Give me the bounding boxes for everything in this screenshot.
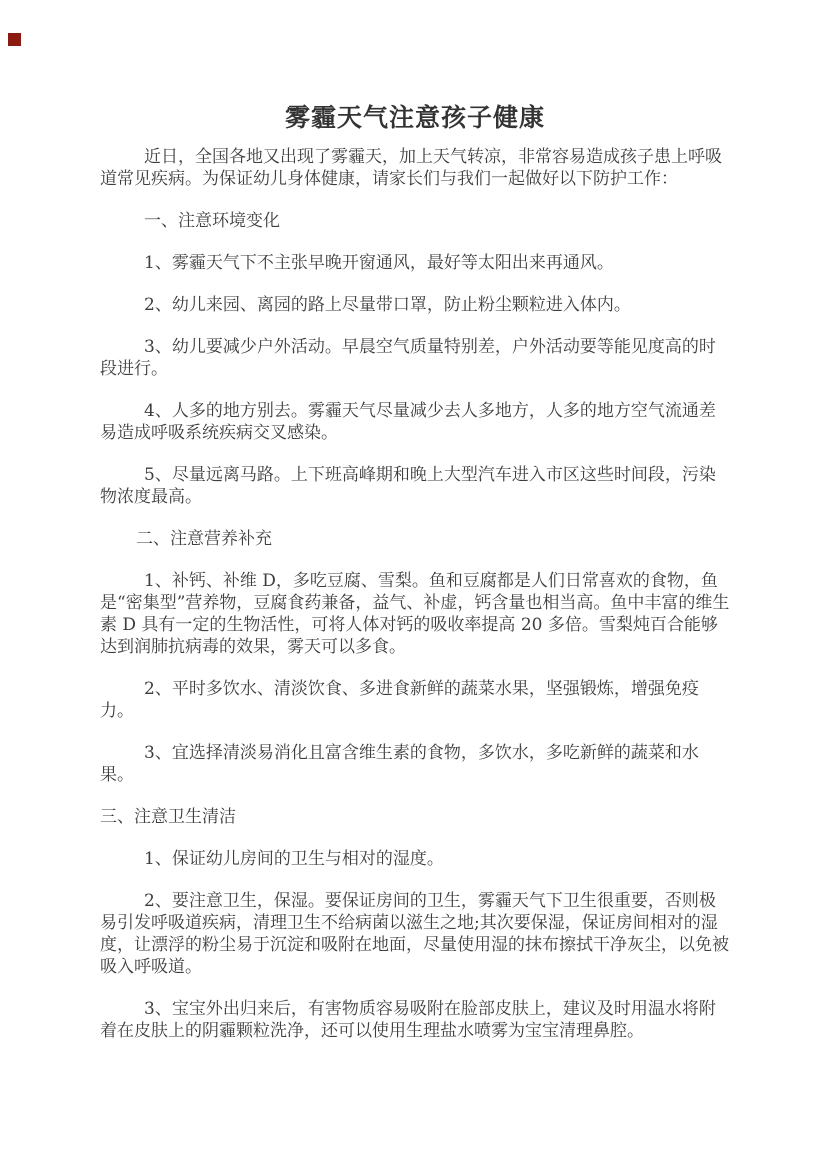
section3-item-1: 1、保证幼儿房间的卫生与相对的湿度。	[144, 849, 444, 869]
section1-item-1: 1、雾霾天气下不主张早晚开窗通风，最好等太阳出来再通风。	[144, 253, 614, 273]
section2-item-1: 1、补钙、补维 D，多吃豆腐、雪梨。鱼和豆腐都是人们日常喜欢的食物，鱼是“密集型”营养物，豆腐食药兼备，益气、补虚，钙含量也相当高。鱼中丰富的维生素 D 具有一定的生物活性，可将人体对钙的吸收率提高 20 多倍。雪梨炖百合能够达到润肺抗病毒的效果，雾天可以多食。	[100, 571, 730, 657]
section1-item-5: 5、尽量远离马路。上下班高峰期和晚上大型汽车进入市区这些时间段，污染物浓度最高。	[100, 465, 716, 507]
section-heading-2: 二、注意营养补充	[136, 529, 272, 549]
section1-item-4: 4、人多的地方别去。雾霾天气尽量减少去人多地方，人多的地方空气流通差易造成呼吸系统疾病交叉感染。	[100, 401, 716, 443]
section2-item-2: 2、平时多饮水、清淡饮食、多进食新鲜的蔬菜水果，坚强锻炼，增强免疫力。	[100, 679, 699, 721]
section1-item-3: 3、幼儿要减少户外活动。早晨空气质量特别差，户外活动要等能见度高的时段进行。	[100, 337, 716, 379]
intro-paragraph: 近日，全国各地又出现了雾霾天，加上天气转凉，非常容易造成孩子患上呼吸道常见疾病。为保证幼儿身体健康，请家长们与我们一起做好以下防护工作：	[100, 147, 722, 189]
document-body	[100, 100, 730, 1062]
document-title: 雾霾天气注意孩子健康	[284, 103, 545, 132]
red-square-marker	[8, 33, 21, 46]
section-heading-3: 三、注意卫生清洁	[100, 807, 236, 827]
section3-item-2: 2、要注意卫生，保湿。要保证房间的卫生，雾霾天气下卫生很重要，否则极易引发呼吸道疾病，清理卫生不给病菌以滋生之地;其次要保湿，保证房间相对的湿度，让漂浮的粉尘易于沉淀和吸附在地面，尽量使用湿的抹布擦拭干净灰尘，以免被吸入呼吸道。	[100, 891, 729, 977]
section-heading-1: 一、注意环境变化	[144, 211, 280, 231]
section3-item-3: 3、宝宝外出归来后，有害物质容易吸附在脸部皮肤上，建议及时用温水将附着在皮肤上的阴霾颗粒洗净，还可以使用生理盐水喷雾为宝宝清理鼻腔。	[100, 999, 716, 1041]
section1-item-2: 2、幼儿来园、离园的路上尽量带口罩，防止粉尘颗粒进入体内。	[144, 295, 631, 315]
section2-item-3: 3、宜选择清淡易消化且富含维生素的食物，多饮水，多吃新鲜的蔬菜和水果。	[100, 743, 699, 785]
